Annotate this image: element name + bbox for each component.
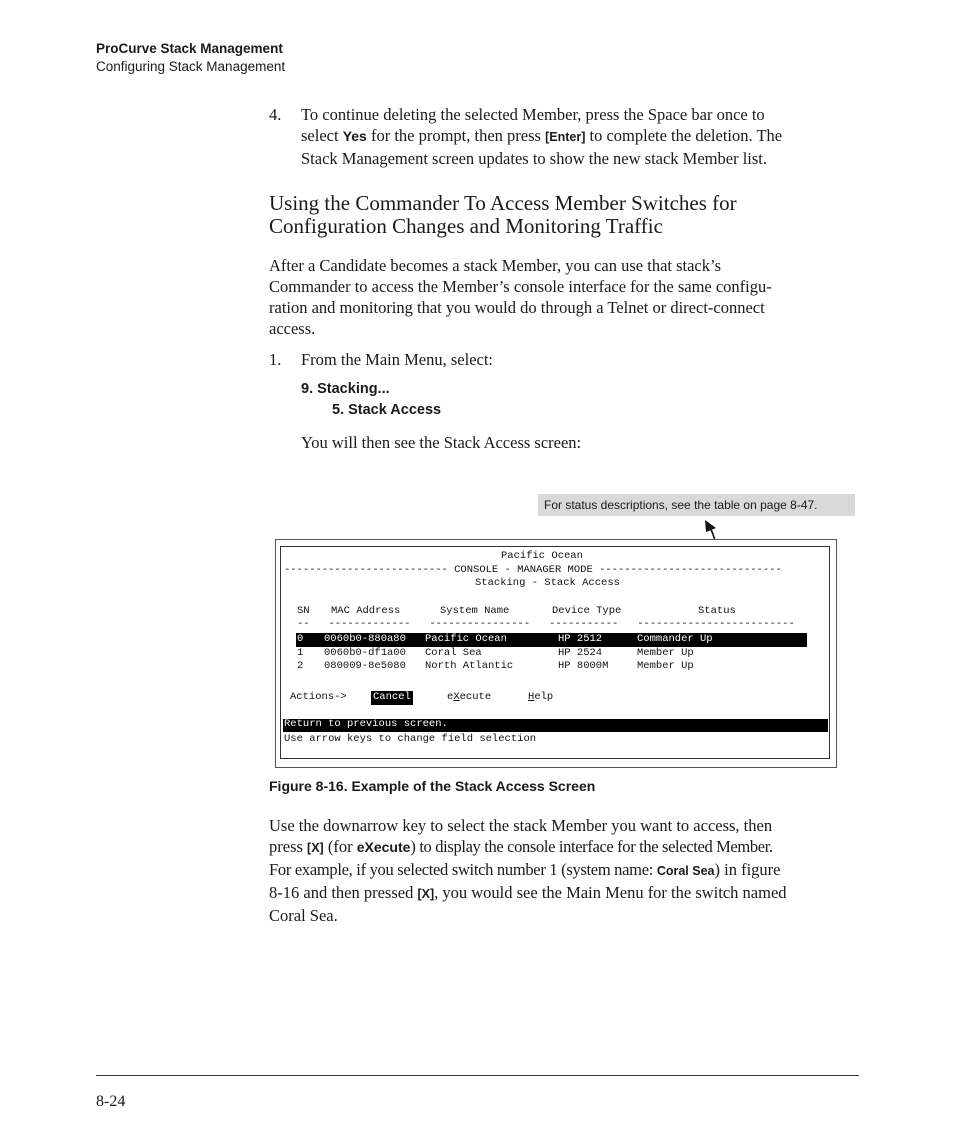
row-device-type: HP 2512 bbox=[558, 633, 603, 645]
row-sn: 2 bbox=[297, 660, 304, 672]
section-heading: Using the Commander To Access Member Switches for Configuration Changes and Monitoring Traffic bbox=[269, 191, 737, 238]
step-4-number: 4. bbox=[269, 105, 282, 124]
x-key: [X] bbox=[417, 887, 435, 901]
running-header-title: ProCurve Stack Management bbox=[96, 41, 283, 56]
actions-label: Actions-> bbox=[290, 691, 347, 703]
row-device-type: HP 8000M bbox=[558, 660, 609, 672]
table-row[interactable] bbox=[296, 633, 807, 647]
terminal-screen-title: Stacking - Stack Access bbox=[475, 577, 620, 589]
row-system-name: Coral Sea bbox=[425, 647, 482, 659]
column-header-mac: MAC Address bbox=[331, 605, 401, 617]
step-1-number: 1. bbox=[269, 350, 282, 369]
figure-caption: Figure 8-16. Example of the Stack Access Screen bbox=[269, 778, 596, 794]
terminal-system-name: Pacific Ocean bbox=[501, 550, 583, 562]
row-sn: 0 bbox=[297, 633, 304, 645]
help-action[interactable]: Help bbox=[528, 691, 554, 703]
column-underlines: -- ------------- ---------------- ----------- ------------------------- bbox=[297, 618, 795, 630]
menu-path-stacking: 9. Stacking... bbox=[301, 381, 390, 397]
stack-access-screen bbox=[275, 539, 837, 768]
column-header-type: Device Type bbox=[552, 605, 622, 617]
row-system-name: North Atlantic bbox=[425, 660, 514, 672]
step-4-line-1: To continue deleting the selected Member, press the Space bar once to bbox=[301, 105, 765, 124]
row-status: Member Up bbox=[637, 647, 694, 659]
cancel-action[interactable]: Cancel bbox=[373, 691, 411, 703]
row-mac: 0060b0-880a80 bbox=[324, 633, 406, 645]
menu-path-stack-access: 5. Stack Access bbox=[332, 402, 442, 418]
help-line-2: Use arrow keys to change field selection bbox=[284, 733, 537, 745]
enter-key: [Enter] bbox=[545, 130, 586, 144]
step-1-text: From the Main Menu, select: bbox=[301, 350, 494, 369]
coral-sea-keyword: Coral Sea bbox=[656, 864, 715, 878]
page-number: 8-24 bbox=[96, 1093, 126, 1110]
terminal-mode-bar: -------------------------- CONSOLE - MANAGER MODE ----------------------------- bbox=[284, 564, 782, 576]
running-header-subtitle: Configuring Stack Management bbox=[96, 59, 286, 74]
execute-keyword: eXecute bbox=[356, 839, 411, 855]
yes-keyword: Yes bbox=[342, 128, 367, 144]
row-device-type: HP 2524 bbox=[558, 647, 603, 659]
step-1-after-text: You will then see the Stack Access screen: bbox=[301, 433, 582, 452]
column-header-status: Status bbox=[698, 605, 736, 617]
help-line-bar bbox=[283, 719, 828, 732]
row-system-name: Pacific Ocean bbox=[425, 633, 507, 645]
execute-action[interactable]: eXecute bbox=[447, 691, 492, 703]
table-row[interactable] bbox=[296, 647, 807, 661]
column-header-name: System Name bbox=[440, 605, 510, 617]
row-status: Member Up bbox=[637, 660, 694, 672]
help-line-1: Return to previous screen. bbox=[284, 718, 448, 730]
step-4-line-2: select Yes for the prompt, then press [Enter] to complete the deletion. The bbox=[301, 126, 783, 145]
column-header-sn: SN bbox=[297, 605, 310, 617]
step-4-line-3: Stack Management screen updates to show the new stack Member list. bbox=[301, 149, 767, 168]
row-mac: 080009-8e5080 bbox=[324, 660, 406, 672]
row-sn: 1 bbox=[297, 647, 304, 659]
intro-paragraph: After a Candidate becomes a stack Member, you can use that stack’s Commander to access the Member’s console interface for the same configu- ration and monitoring that you would do through a Telnet or direct-connect access. bbox=[269, 256, 772, 338]
row-mac: 0060b0-df1a00 bbox=[324, 647, 406, 659]
terminal-frame bbox=[280, 546, 830, 759]
table-row[interactable] bbox=[296, 660, 807, 674]
footer-rule bbox=[96, 1075, 859, 1076]
usage-paragraph: Use the downarrow key to select the stack Member you want to access, then press [X] (for eXecute) to display the console interface for the selected Member. For example, if you selected switch number 1 (system name: Coral Sea) in figure 8-16 and then pressed [X], you would see the Main Menu for the switch named Coral Sea. bbox=[269, 816, 787, 925]
step-4-text bbox=[301, 104, 861, 169]
x-key: [X] bbox=[307, 841, 324, 855]
status-callout: For status descriptions, see the table on page 8-47. bbox=[538, 494, 855, 516]
row-status: Commander Up bbox=[637, 633, 713, 645]
